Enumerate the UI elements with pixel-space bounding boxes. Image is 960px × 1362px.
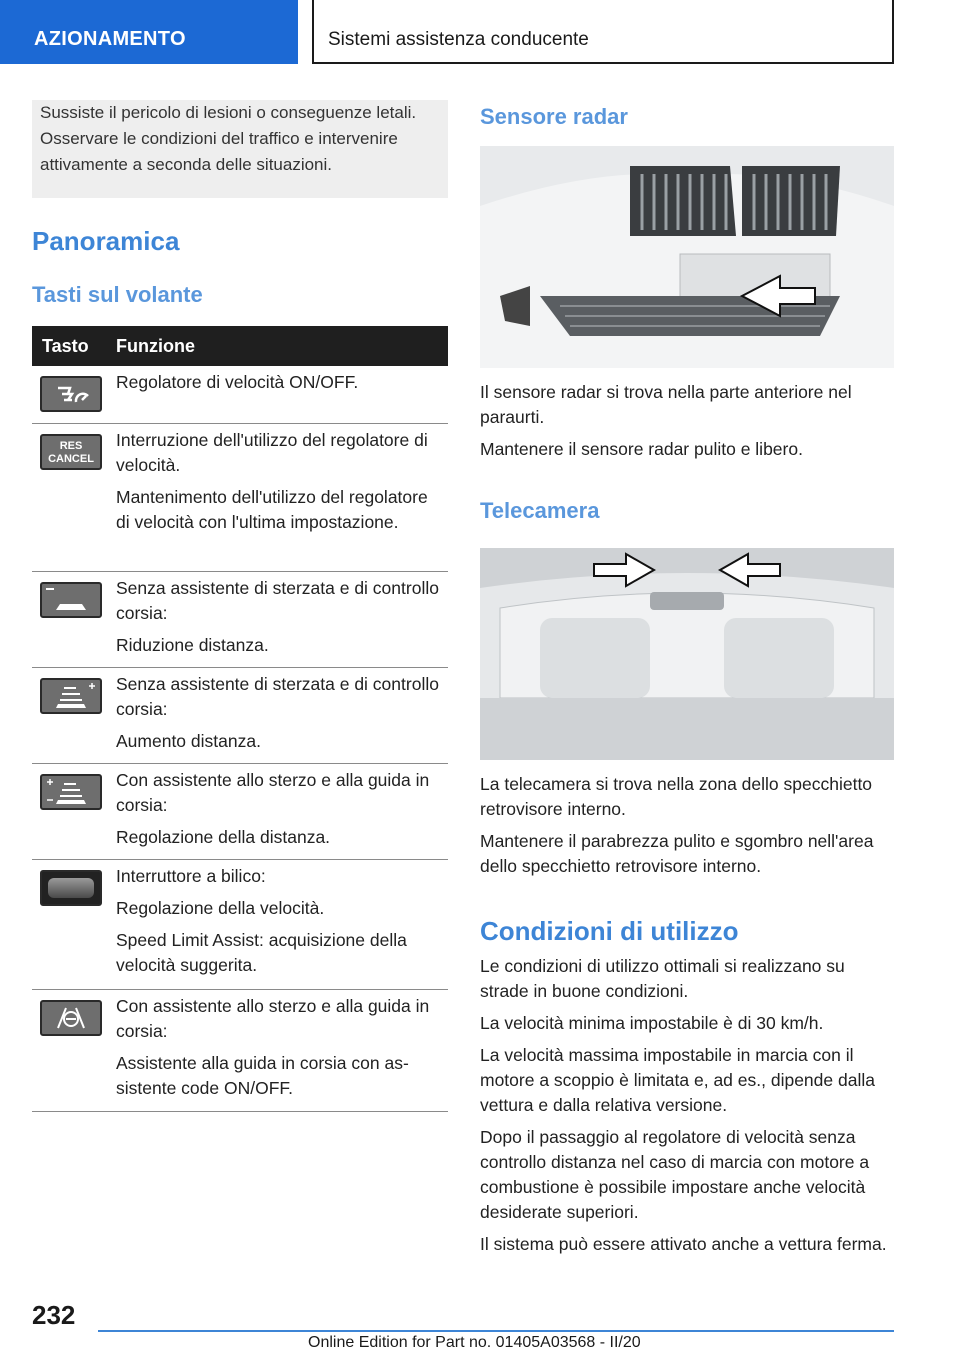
conditions-text: Dopo il passaggio al regolatore di velocità senza controllo distanza nel caso di marcia con motore a combustione è possibile impostare anche velocità desiderate superiori. [480,1127,870,1222]
table-row [32,572,448,668]
warning-text: Sussiste il pericolo di lesioni o conseguenze letali. Osservare le condizioni del traffico e intervenire attivamente a seconda delle situazioni. [40,103,417,174]
footer-edition: Online Edition for Part no. 01405A03568 - II/20 [308,1334,641,1351]
footer-divider [98,1330,894,1332]
table-row [32,860,448,990]
heading-buttons: Tasti sul volante [32,282,203,307]
camera-image [480,548,894,760]
conditions-text: Le condizioni di utilizzo ottimali si realizzano su strade in buone condizioni. [480,956,845,1001]
chapter-tab [312,0,894,64]
lane-assist-icon [40,1000,102,1036]
icon-label-res: RES [59,440,83,452]
table-row [32,990,448,1112]
camera-text: Mantenere il parabrezza pulito e sgombro nell'area dello specchietto retrovisore interno. [480,831,874,876]
res-cancel-icon [40,434,102,470]
heading-radar: Sensore radar [480,104,628,129]
row-text: Con assistente allo sterzo e alla guida in corsia: [116,770,430,815]
column-key: Tasto [42,336,89,356]
heading-camera: Telecamera [480,498,600,523]
heading-conditions: Condizioni di utilizzo [480,916,739,946]
table-header [32,326,448,366]
conditions-text: La velocità minima impostabile è di 30 km/h. [480,1013,824,1033]
table-row [32,424,448,572]
row-text: Regolazione della distanza. [116,827,331,847]
row-text: Interruzione dell'utilizzo del regolatore di velocità. [116,430,428,475]
row-text: Con assistente allo sterzo e alla guida in corsia: [116,996,430,1041]
table-row [32,764,448,860]
cruise-control-icon [40,376,102,412]
row-text: Senza assistente di sterzata e di controllo corsia: [116,578,439,623]
row-text: Riduzione distanza. [116,635,269,655]
table-row [32,366,448,424]
table-row [32,668,448,764]
row-text: Regolatore di velocità ON/OFF. [116,372,359,392]
radar-text: Il sensore radar si trova nella parte anteriore nel paraurti. [480,382,852,427]
rocker-switch-icon [40,870,102,906]
section-tab [0,0,298,64]
distance-decrease-icon [40,582,102,618]
row-text: Mantenimento dell'utilizzo del regolatore di velocità con l'ultima impostazione. [116,487,428,532]
chapter-title: Sistemi assistenza conducente [328,29,589,50]
icon-label-cancel: CANCEL [48,453,94,465]
row-text: Speed Limit Assist: acquisizione della velocità suggerita. [116,930,407,975]
row-text: Assistente alla guida in corsia con assistente code ON/OFF. [116,1053,409,1098]
conditions-text: La velocità massima impostabile in marcia con il motore a scoppio è limitata e, ad es., dipende dalla vettura e dalla relativa versione. [480,1045,875,1115]
distance-increase-icon [40,678,102,714]
warning-box [32,100,448,198]
column-function: Funzione [116,336,195,356]
row-text: Interruttore a bilico: [116,866,266,886]
page-number: 232 [32,1300,76,1330]
section-title: AZIONAMENTO [34,28,186,50]
heading-overview: Panoramica [32,226,180,256]
row-text: Senza assistente di sterzata e di controllo corsia: [116,674,439,719]
camera-text: La telecamera si trova nella zona dello specchietto retrovisore interno. [480,774,873,819]
radar-text: Mantenere il sensore radar pulito e libero. [480,439,803,459]
radar-sensor-image [480,146,894,368]
row-text: Regolazione della velocità. [116,898,325,918]
row-text: Aumento distanza. [116,731,261,751]
conditions-text: Il sistema può essere attivato anche a vettura ferma. [480,1234,887,1254]
distance-adjust-icon [40,774,102,810]
